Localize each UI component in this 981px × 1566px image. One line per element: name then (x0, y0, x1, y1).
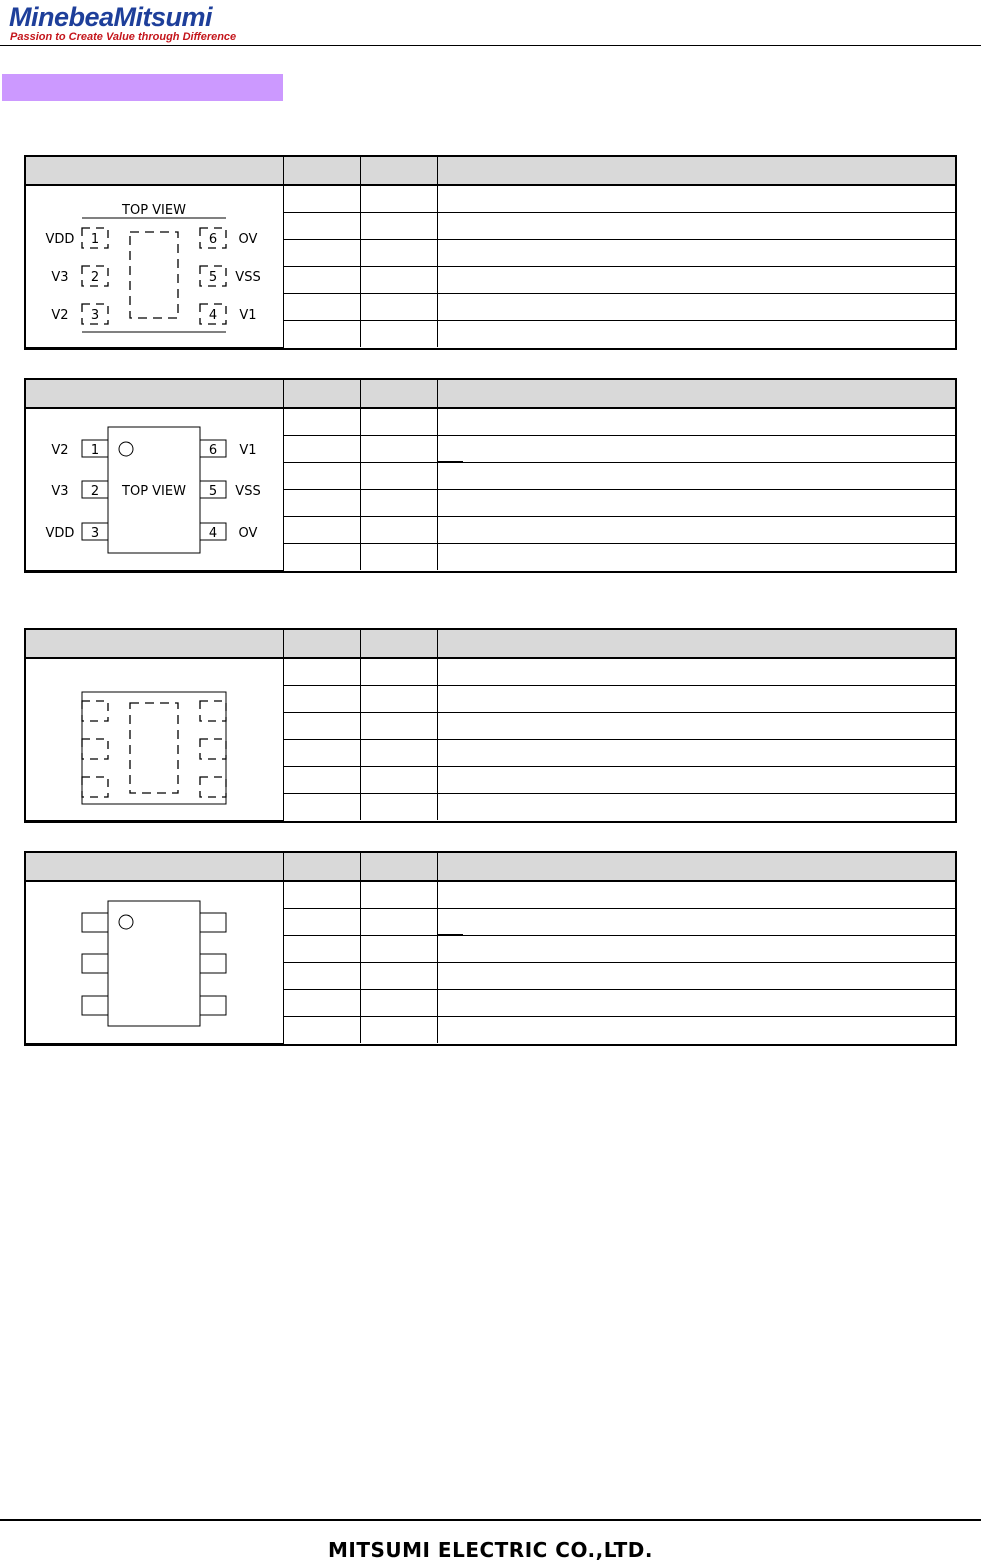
pin-label: V2 (51, 308, 69, 323)
pin-number: 2 (90, 270, 100, 285)
pin-label: VDD (45, 232, 75, 247)
pin-label: VSS (235, 270, 261, 285)
pin-diagram-cell (26, 658, 283, 820)
package-diagram-dfn-top (26, 186, 283, 351)
pin-number: 5 (208, 484, 218, 499)
header-divider (0, 45, 981, 46)
pin-number: 4 (208, 308, 218, 323)
pin-number: 3 (90, 526, 100, 541)
top-view-label: TOP VIEW (122, 203, 186, 218)
footer-company-name: MITSUMI ELECTRIC CO.,LTD. (327, 1538, 654, 1562)
footer-divider (0, 1519, 981, 1521)
pin-label: V3 (51, 484, 69, 499)
pin-table-3 (24, 628, 957, 823)
pin-number: 4 (208, 526, 218, 541)
section-title-band (2, 74, 283, 101)
table-row (26, 408, 955, 435)
pin-table-4 (24, 851, 957, 1046)
table-row (26, 881, 955, 908)
pin-number: 1 (90, 443, 100, 458)
pin-label: VDD (45, 526, 75, 541)
pin-label: OV (238, 232, 258, 247)
table-row (26, 185, 955, 212)
pin-diagram-cell (26, 881, 283, 1043)
logo-tagline: Passion to Create Value through Difference (10, 31, 237, 43)
table-row (26, 658, 955, 685)
table-header-row (26, 630, 955, 658)
overline-mark (437, 461, 463, 463)
pin-diagram-cell (26, 185, 283, 347)
pin-label: VSS (235, 484, 261, 499)
pin-label: V1 (239, 443, 257, 458)
top-view-label: TOP VIEW (122, 484, 186, 499)
pin-label: V1 (239, 308, 257, 323)
pin-number: 6 (208, 443, 218, 458)
package-diagram-sot-blank (26, 882, 283, 1047)
pin-label: V2 (51, 443, 69, 458)
table-header-row (26, 853, 955, 881)
package-diagram-dfn-blank (26, 659, 283, 824)
pin-table-2 (24, 378, 957, 573)
pin-table-1 (24, 155, 957, 350)
table-header-row (26, 157, 955, 185)
overline-mark (437, 934, 463, 936)
pin-number: 6 (208, 232, 218, 247)
pin-number: 1 (90, 232, 100, 247)
pin-number: 2 (90, 484, 100, 499)
package-diagram-sot-top (26, 409, 283, 574)
pin-label: OV (238, 526, 258, 541)
table-header-row (26, 380, 955, 408)
logo-wordmark: MinebeaMitsumi (9, 2, 213, 32)
pin-number: 3 (90, 308, 100, 323)
pin-number: 5 (208, 270, 218, 285)
pin-label: V3 (51, 270, 69, 285)
pin-diagram-cell (26, 408, 283, 570)
company-logo (9, 2, 236, 43)
